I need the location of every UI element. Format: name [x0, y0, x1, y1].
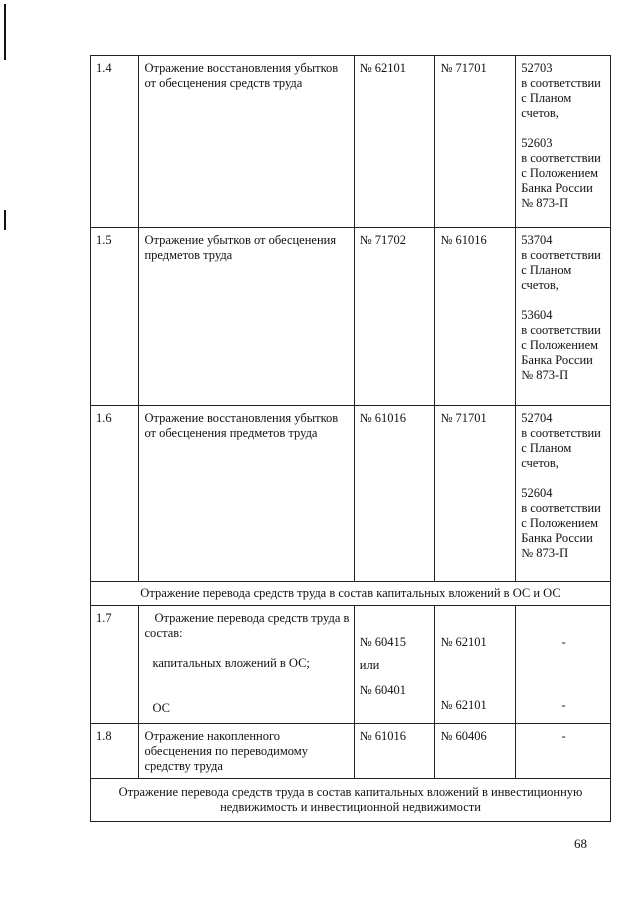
item-capital-investments: капитальных вложений в ОС; [152, 656, 310, 670]
symbol-cell [516, 56, 611, 228]
section-header [91, 582, 611, 606]
symbol-cell [516, 606, 611, 724]
credit-account: № 71701 [435, 406, 516, 582]
symbol-code: 52603 [521, 136, 553, 150]
row-intro: Отражение перевода средств труда в состав: [144, 611, 350, 640]
symbol-note: в соответствии с Планом счетов, [521, 76, 601, 120]
row-description: Отражение восстановления убытков от обесценения предметов труда [139, 406, 354, 582]
section-title: Отражение перевода средств труда в состав капитальных вложений в инвестиционную недвижимость и инвестиционной недвижимости [91, 779, 611, 822]
symbol-note: в соответствии с Положением Банка России № 873-П [521, 151, 601, 210]
debit-account [354, 606, 435, 724]
credit-account [435, 606, 516, 724]
row-description [139, 606, 354, 724]
debit-account: № 62101 [354, 56, 435, 228]
page-number: 68 [574, 836, 587, 851]
symbol-note: в соответствии с Положением Банка России № 873-П [521, 501, 601, 560]
section-title: Отражение перевода средств труда в состав капитальных вложений в ОС и ОС [91, 582, 611, 606]
symbol-dash: - [516, 724, 611, 779]
symbol-code: 53704 [521, 233, 553, 247]
row-number: 1.4 [91, 56, 139, 228]
symbol-code: 53604 [521, 308, 553, 322]
credit-fixed-assets: № 62101 [440, 698, 487, 712]
debit-account: № 61016 [354, 724, 435, 779]
symbol-cell [516, 406, 611, 582]
row-number: 1.6 [91, 406, 139, 582]
section-header [91, 779, 611, 822]
symbol-note: в соответствии с Планом счетов, [521, 248, 601, 292]
item-fixed-assets: ОС [152, 701, 170, 715]
table-row [91, 56, 611, 228]
symbol-note: в соответствии с Положением Банка России № 873-П [521, 323, 601, 382]
row-number: 1.7 [91, 606, 139, 724]
symbol-note: в соответствии с Планом счетов, [521, 426, 601, 470]
credit-account: № 60406 [435, 724, 516, 779]
table-row [91, 228, 611, 406]
row-description: Отражение накопленного обесценения по переводимому средству труда [139, 724, 354, 779]
row-number: 1.5 [91, 228, 139, 406]
or-text: или [359, 658, 380, 672]
debit-capital-investments: № 60415 [359, 635, 407, 649]
margin-mark-top [4, 4, 6, 60]
debit-account: № 71702 [354, 228, 435, 406]
row-number: 1.8 [91, 724, 139, 779]
credit-account: № 71701 [435, 56, 516, 228]
accounting-entries-table [90, 55, 611, 822]
credit-account: № 61016 [435, 228, 516, 406]
credit-capital-investments: № 62101 [440, 635, 487, 649]
symbol-code: 52704 [521, 411, 553, 425]
symbol-code: 52703 [521, 61, 553, 75]
debit-fixed-assets: № 60401 [359, 683, 407, 697]
symbol-dash: - [561, 698, 566, 712]
margin-mark-middle [4, 210, 6, 230]
symbol-cell [516, 228, 611, 406]
symbol-code: 52604 [521, 486, 553, 500]
debit-account: № 61016 [354, 406, 435, 582]
table-row [91, 724, 611, 779]
row-description: Отражение восстановления убытков от обесценения средств труда [139, 56, 354, 228]
symbol-dash: - [561, 635, 566, 649]
row-description: Отражение убытков от обесценения предметов труда [139, 228, 354, 406]
table-row [91, 606, 611, 724]
table-row [91, 406, 611, 582]
